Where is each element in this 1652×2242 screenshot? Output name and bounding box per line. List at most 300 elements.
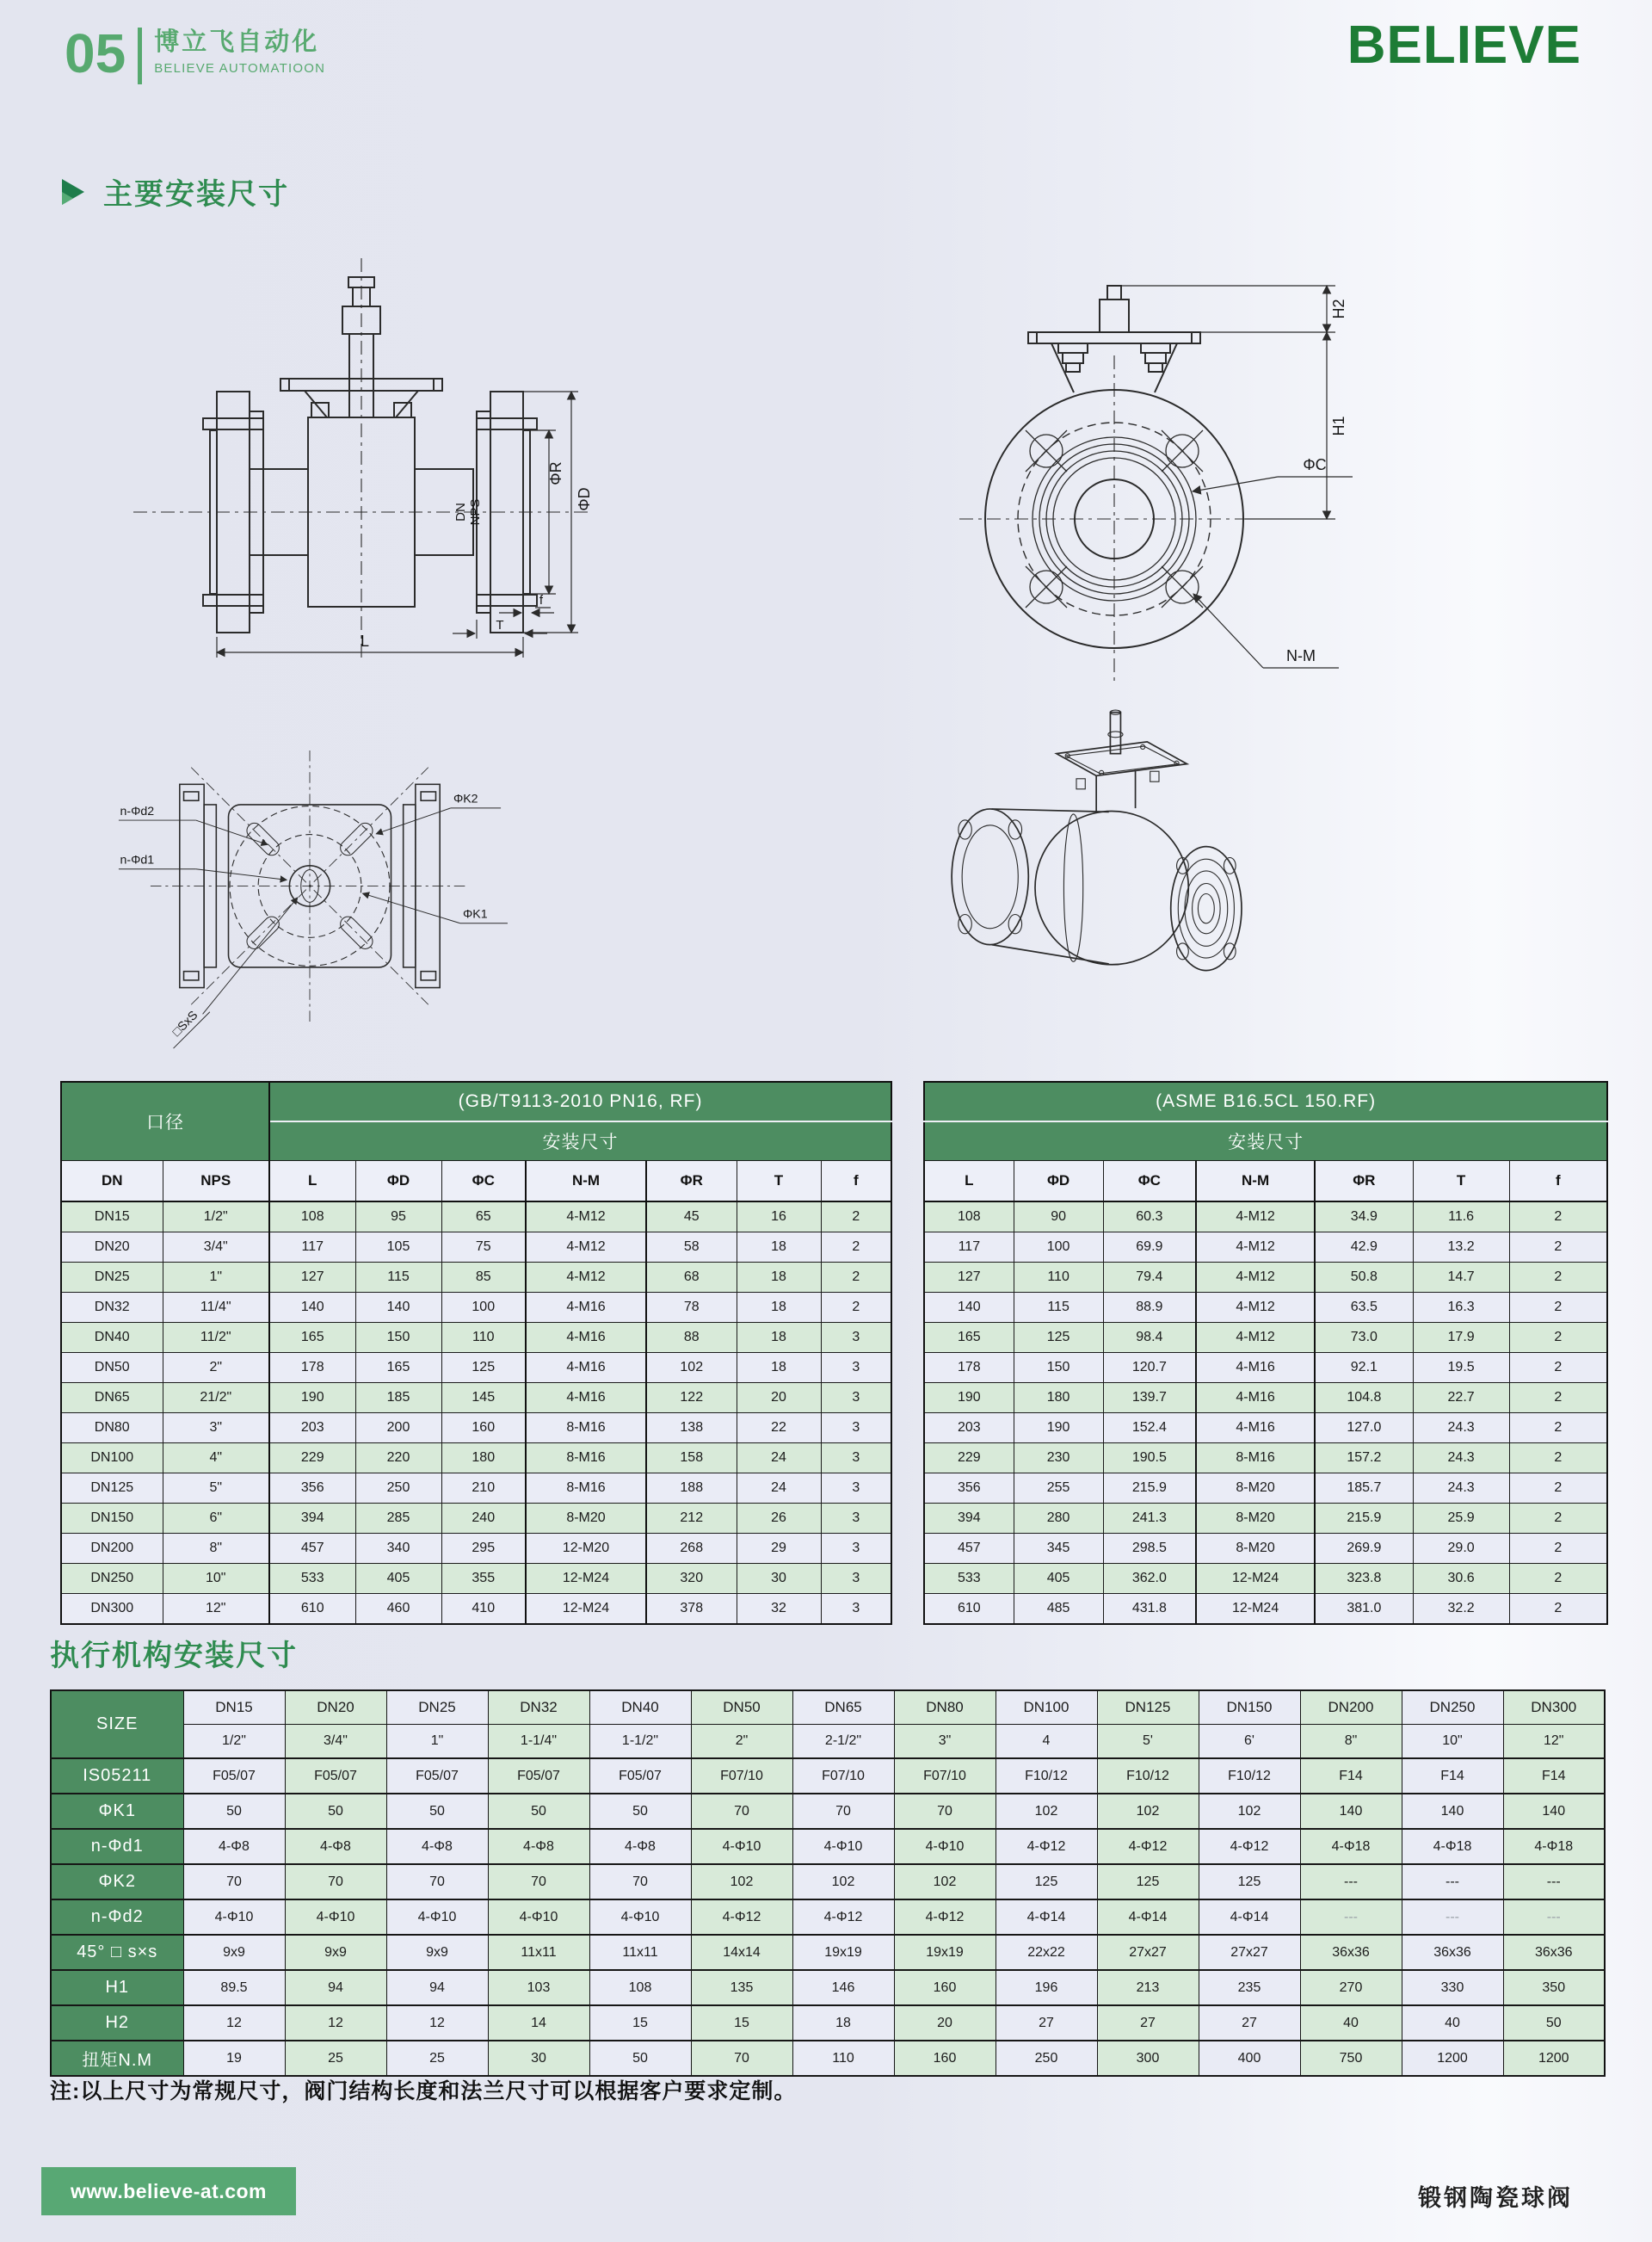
asme-dim-row [924,1232,1607,1263]
actuator-value-cell: --- [1503,1864,1605,1899]
asme-dim-row [924,1383,1607,1413]
dim-cell: DN40 [61,1323,163,1353]
dim-cell: 20 [737,1383,821,1413]
actuator-value-cell: 4-Φ10 [589,1899,691,1935]
dim-cell: 2 [1509,1383,1607,1413]
dim-cell: 145 [441,1383,526,1413]
column-header: L [269,1161,355,1202]
actuator-value-cell: 94 [386,1970,488,2005]
actuator-value-cell: 4-Φ12 [1199,1829,1300,1864]
column-header: T [1413,1161,1509,1202]
actuator-value-cell: F14 [1402,1758,1503,1794]
actuator-value-cell: 30 [488,2041,589,2076]
actuator-value-cell: 140 [1503,1794,1605,1829]
actuator-value-cell: 4-Φ14 [996,1899,1097,1935]
asme-dim-row [924,1443,1607,1473]
actuator-value-cell: F14 [1503,1758,1605,1794]
dim-cell: DN32 [61,1293,163,1323]
dim-cell: 410 [441,1594,526,1625]
actuator-value-cell: F14 [1300,1758,1402,1794]
dim-cell: 60.3 [1103,1201,1196,1232]
dim-cell: 125 [1014,1323,1103,1353]
actuator-value-cell: 140 [1402,1794,1503,1829]
dim-cell: 8" [163,1534,269,1564]
dim-cell: 3 [821,1413,891,1443]
dim-cell: 2 [821,1293,891,1323]
actuator-value-cell: 70 [691,1794,792,1829]
dim-label-phiD: ΦD [576,487,593,511]
actuator-value-cell: 125 [1097,1864,1199,1899]
actuator-value-cell: 4-Φ18 [1503,1829,1605,1864]
gb-dim-row [61,1504,891,1534]
actuator-value-cell: 250 [996,2041,1097,2076]
dim-cell: 25.9 [1413,1504,1509,1534]
dim-cell: 8-M16 [526,1473,646,1504]
actuator-value-cell: 4-Φ10 [792,1829,894,1864]
actuator-value-cell: 4-Φ12 [792,1899,894,1935]
actuator-inch-cell: 4 [996,1725,1097,1759]
dim-cell: 34.9 [1315,1201,1413,1232]
actuator-value-cell: 22x22 [996,1935,1097,1970]
dim-cell: 10" [163,1564,269,1594]
dim-cell: 356 [269,1473,355,1504]
gb-install-header: 安装尺寸 [269,1121,891,1161]
dim-cell: 4-M12 [1196,1232,1315,1263]
actuator-value-cell: 4-Φ18 [1300,1829,1402,1864]
dim-cell: 12-M24 [1196,1594,1315,1625]
dim-cell: DN200 [61,1534,163,1564]
asme-dimension-table [923,1081,1608,1625]
page-number: 05 [65,22,126,84]
isometric-view-drawing [891,689,1304,1058]
dim-cell: 4" [163,1443,269,1473]
dim-cell: 431.8 [1103,1594,1196,1625]
dim-cell: 100 [1014,1232,1103,1263]
dim-label-H2: H2 [1330,299,1347,319]
dim-cell: 11.6 [1413,1201,1509,1232]
column-header: f [821,1161,891,1202]
dim-cell: 32.2 [1413,1594,1509,1625]
dim-cell: 4-M12 [1196,1323,1315,1353]
dim-cell: 533 [924,1564,1014,1594]
dim-cell: 533 [269,1564,355,1594]
actuator-value-cell: 103 [488,1970,589,2005]
actuator-dn-cell: DN300 [1503,1690,1605,1725]
dim-cell: DN25 [61,1263,163,1293]
actuator-table [50,1689,1606,2077]
dim-cell: 295 [441,1534,526,1564]
dim-cell: 2 [821,1201,891,1232]
dim-cell: 210 [441,1473,526,1504]
dim-cell: 457 [269,1534,355,1564]
dim-cell: 22.7 [1413,1383,1509,1413]
gb-dim-row [61,1323,891,1353]
dim-cell: 323.8 [1315,1564,1413,1594]
actuator-value-cell: 102 [691,1864,792,1899]
dim-cell: 203 [269,1413,355,1443]
asme-dim-row [924,1473,1607,1504]
dim-cell: 140 [269,1293,355,1323]
dim-cell: 19.5 [1413,1353,1509,1383]
dim-cell: 152.4 [1103,1413,1196,1443]
actuator-value-cell: F05/07 [488,1758,589,1794]
dim-cell: 4-M12 [1196,1201,1315,1232]
actuator-row-label: H2 [51,2005,183,2041]
dim-cell: DN80 [61,1413,163,1443]
dim-cell: 2 [1509,1443,1607,1473]
dim-cell: 394 [924,1504,1014,1534]
actuator-value-cell: 4-Φ10 [894,1829,996,1864]
actuator-dn-cell: DN15 [183,1690,285,1725]
actuator-value-cell: F07/10 [792,1758,894,1794]
dim-cell: 381.0 [1315,1594,1413,1625]
footnote: 注:以上尺寸为常规尺寸，阀门结构长度和法兰尺寸可以根据客户要求定制。 [50,2079,797,2103]
actuator-value-cell: F10/12 [1097,1758,1199,1794]
dim-cell: 22 [737,1413,821,1443]
dim-cell: 3 [821,1383,891,1413]
gb-dim-row [61,1473,891,1504]
actuator-inch-cell: 2" [691,1725,792,1759]
actuator-value-cell: 70 [488,1864,589,1899]
actuator-value-cell: F10/12 [996,1758,1097,1794]
column-header: ΦC [441,1161,526,1202]
actuator-row-label: n-Φd2 [51,1899,183,1935]
dim-cell: 3" [163,1413,269,1443]
dim-cell: 215.9 [1315,1504,1413,1534]
actuator-value-cell: 213 [1097,1970,1199,2005]
dim-cell: 165 [269,1323,355,1353]
dim-cell: 4-M12 [526,1201,646,1232]
dim-cell: 120.7 [1103,1353,1196,1383]
dim-cell: 32 [737,1594,821,1625]
dim-cell: 8-M20 [526,1504,646,1534]
dim-cell: 92.1 [1315,1353,1413,1383]
actuator-dn-row [51,1690,1605,1725]
dim-cell: 73.0 [1315,1323,1413,1353]
dim-cell: 3 [821,1564,891,1594]
dim-cell: DN125 [61,1473,163,1504]
actuator-value-cell: F07/10 [894,1758,996,1794]
actuator-value-cell: 27 [996,2005,1097,2041]
actuator-value-cell: 27x27 [1199,1935,1300,1970]
dim-cell: 485 [1014,1594,1103,1625]
dim-cell: 2 [1509,1353,1607,1383]
dim-cell: 4-M16 [1196,1353,1315,1383]
actuator-value-cell: 4-Φ12 [1097,1829,1199,1864]
dim-cell: 405 [1014,1564,1103,1594]
dim-cell: 4-M12 [1196,1263,1315,1293]
actuator-value-cell: 146 [792,1970,894,2005]
actuator-inch-cell: 2-1/2" [792,1725,894,1759]
dim-cell: 29 [737,1534,821,1564]
actuator-value-cell: 125 [1199,1864,1300,1899]
actuator-dn-cell: DN65 [792,1690,894,1725]
dim-cell: 610 [269,1594,355,1625]
actuator-inch-cell: 1-1/4" [488,1725,589,1759]
dim-cell: 2 [1509,1293,1607,1323]
dim-cell: 3 [821,1323,891,1353]
dim-cell: 2 [1509,1534,1607,1564]
asme-dim-row [924,1263,1607,1293]
actuator-row-label: ΦK2 [51,1864,183,1899]
dim-cell: 355 [441,1564,526,1594]
dim-cell: 4-M16 [526,1353,646,1383]
gb-column-headers [61,1161,891,1202]
dim-cell: 178 [924,1353,1014,1383]
dim-cell: 108 [924,1201,1014,1232]
dim-cell: 2" [163,1353,269,1383]
dim-cell: 100 [441,1293,526,1323]
column-header: N-M [1196,1161,1315,1202]
actuator-spec-row [51,1935,1605,1970]
actuator-value-cell: 4-Φ8 [285,1829,386,1864]
actuator-dn-cell: DN100 [996,1690,1097,1725]
actuator-value-cell: 102 [996,1794,1097,1829]
dim-cell: 212 [646,1504,737,1534]
dim-cell: 12-M24 [526,1564,646,1594]
dim-cell: 127 [269,1263,355,1293]
dim-cell: 85 [441,1263,526,1293]
dim-cell: 405 [355,1564,441,1594]
dim-label-f: f [539,593,544,608]
dim-cell: 3/4" [163,1232,269,1263]
gb-dimension-table [60,1081,892,1625]
dim-cell: 356 [924,1473,1014,1504]
actuator-value-cell: 1200 [1402,2041,1503,2076]
column-header: DN [61,1161,163,1202]
actuator-value-cell: 4-Φ14 [1097,1899,1199,1935]
dim-cell: 30.6 [1413,1564,1509,1594]
dim-label-H1: H1 [1330,416,1347,436]
actuator-value-cell: 4-Φ8 [589,1829,691,1864]
dim-cell: 108 [269,1201,355,1232]
actuator-dn-cell: DN20 [285,1690,386,1725]
column-header: N-M [526,1161,646,1202]
dim-cell: 229 [924,1443,1014,1473]
actuator-inch-cell: 1" [386,1725,488,1759]
actuator-value-cell: 4-Φ10 [285,1899,386,1935]
dimension-tables [60,1081,1605,1625]
actuator-inch-cell: 1-1/2" [589,1725,691,1759]
actuator-inch-cell: 3" [894,1725,996,1759]
triangle-bullet-icon [62,179,84,205]
actuator-value-cell: 108 [589,1970,691,2005]
dim-cell: 24 [737,1473,821,1504]
dim-cell: 165 [355,1353,441,1383]
label-phiK1: ΦK1 [462,907,488,922]
dim-cell: 18 [737,1323,821,1353]
actuator-inch-cell: 5' [1097,1725,1199,1759]
dim-right-body [924,1201,1607,1624]
dim-cell: 30 [737,1564,821,1594]
dim-label-T: T [496,618,504,633]
actuator-dn-cell: DN32 [488,1690,589,1725]
dim-cell: 298.5 [1103,1534,1196,1564]
dim-cell: 12" [163,1594,269,1625]
column-header: L [924,1161,1014,1202]
actuator-value-cell: 9x9 [285,1935,386,1970]
dim-cell: 88 [646,1323,737,1353]
dim-cell: 2 [1509,1413,1607,1443]
actuator-dn-cell: DN200 [1300,1690,1402,1725]
column-header: f [1509,1161,1607,1202]
actuator-value-cell: 11x11 [589,1935,691,1970]
actuator-dn-cell: DN250 [1402,1690,1503,1725]
bottom-view-drawing [86,693,533,1072]
actuator-value-cell: 94 [285,1970,386,2005]
actuator-value-cell: 4-Φ8 [386,1829,488,1864]
footer-url-box [41,2167,296,2215]
actuator-dn-cell: DN25 [386,1690,488,1725]
actuator-dn-cell: DN80 [894,1690,996,1725]
dim-cell: 110 [1014,1263,1103,1293]
actuator-value-cell: 20 [894,2005,996,2041]
dim-cell: 127 [924,1263,1014,1293]
actuator-value-cell: 4-Φ10 [183,1899,285,1935]
actuator-value-cell: 70 [589,1864,691,1899]
dim-cell: 4-M16 [526,1323,646,1353]
dim-cell: 12-M24 [526,1594,646,1625]
dim-cell: DN100 [61,1443,163,1473]
actuator-value-cell: 4-Φ12 [691,1899,792,1935]
actuator-value-cell: 40 [1402,2005,1503,2041]
label-phiK2: ΦK2 [453,792,478,806]
dim-cell: 178 [269,1353,355,1383]
asme-dim-row [924,1564,1607,1594]
dim-cell: 26 [737,1504,821,1534]
dim-cell: 11/2" [163,1323,269,1353]
company-name-cn: 博立飞自动化 [154,28,320,56]
actuator-row-label: IS05211 [51,1758,183,1794]
actuator-row-label: 扭矩N.M [51,2041,183,2076]
gb-dim-row [61,1594,891,1625]
actuator-value-cell: --- [1402,1899,1503,1935]
actuator-inch-row [51,1725,1605,1759]
actuator-spec-row [51,2005,1605,2041]
dim-cell: 1" [163,1263,269,1293]
dim-cell: 12-M24 [1196,1564,1315,1594]
actuator-value-cell: 4-Φ10 [488,1899,589,1935]
actuator-dn-cell: DN40 [589,1690,691,1725]
actuator-table-body [51,1690,1605,2076]
actuator-inch-cell: 1/2" [183,1725,285,1759]
dim-cell: 3 [821,1534,891,1564]
dim-cell: 8-M16 [1196,1443,1315,1473]
gb-dim-row [61,1293,891,1323]
actuator-value-cell: --- [1402,1864,1503,1899]
dim-cell: 105 [355,1232,441,1263]
dim-cell: 457 [924,1534,1014,1564]
actuator-inch-cell: 3/4" [285,1725,386,1759]
actuator-value-cell: 19 [183,2041,285,2076]
dim-cell: 2 [1509,1323,1607,1353]
dim-cell: 122 [646,1383,737,1413]
dim-cell: 68 [646,1263,737,1293]
actuator-value-cell: 36x36 [1402,1935,1503,1970]
dim-cell: 241.3 [1103,1504,1196,1534]
dim-cell: 75 [441,1232,526,1263]
actuator-value-cell: 19x19 [894,1935,996,1970]
actuator-value-cell: 70 [691,2041,792,2076]
actuator-value-cell: 9x9 [386,1935,488,1970]
dim-cell: 117 [269,1232,355,1263]
dim-cell: 14.7 [1413,1263,1509,1293]
actuator-value-cell: 235 [1199,1970,1300,2005]
actuator-row-label: ΦK1 [51,1794,183,1829]
actuator-value-cell: 50 [183,1794,285,1829]
dim-cell: 8-M16 [526,1413,646,1443]
asme-dim-row [924,1504,1607,1534]
actuator-value-cell: 330 [1402,1970,1503,2005]
dim-cell: 95 [355,1201,441,1232]
dim-cell: 190.5 [1103,1443,1196,1473]
dim-cell: 285 [355,1504,441,1534]
actuator-value-cell: 9x9 [183,1935,285,1970]
dim-cell: 2 [1509,1263,1607,1293]
actuator-value-cell: F05/07 [285,1758,386,1794]
actuator-value-cell: 27 [1097,2005,1199,2041]
dim-cell: 8-M16 [526,1443,646,1473]
main-section-title [62,170,289,213]
actuator-value-cell: --- [1300,1864,1402,1899]
dim-cell: 110 [441,1323,526,1353]
actuator-value-cell: F05/07 [386,1758,488,1794]
dim-cell: 190 [269,1383,355,1413]
dim-cell: 8-M20 [1196,1534,1315,1564]
actuator-value-cell: 25 [386,2041,488,2076]
column-header: NPS [163,1161,269,1202]
actuator-value-cell: 4-Φ10 [386,1899,488,1935]
actuator-value-cell: 160 [894,1970,996,2005]
actuator-row-label: n-Φd1 [51,1829,183,1864]
dim-cell: 230 [1014,1443,1103,1473]
actuator-spec-row [51,1899,1605,1935]
actuator-value-cell: 135 [691,1970,792,2005]
dim-cell: 79.4 [1103,1263,1196,1293]
actuator-value-cell: 25 [285,2041,386,2076]
actuator-value-cell: 4-Φ8 [488,1829,589,1864]
dim-cell: 58 [646,1232,737,1263]
side-view-drawing [895,213,1359,695]
dim-cell: 127.0 [1315,1413,1413,1443]
gb-dim-row [61,1201,891,1232]
dim-cell: 69.9 [1103,1232,1196,1263]
dim-cell: 8-M20 [1196,1473,1315,1504]
dim-cell: 16 [737,1201,821,1232]
actuator-value-cell: 750 [1300,2041,1402,2076]
asme-install-header: 安装尺寸 [924,1121,1607,1161]
dim-cell: 18 [737,1293,821,1323]
dim-cell: 190 [1014,1413,1103,1443]
dim-cell: 185 [355,1383,441,1413]
header-divider [138,28,142,84]
dim-cell: DN150 [61,1504,163,1534]
front-view-drawing [120,215,620,671]
gb-standard-header: (GB/T9113-2010 PN16, RF) [269,1082,891,1121]
dim-cell: 90 [1014,1201,1103,1232]
dim-cell: 157.2 [1315,1443,1413,1473]
dim-cell: 18 [737,1263,821,1293]
dim-cell: 378 [646,1594,737,1625]
actuator-value-cell: 110 [792,2041,894,2076]
dim-label-nps: NPS [468,498,483,526]
gb-dim-row [61,1534,891,1564]
dim-cell: 1/2" [163,1201,269,1232]
actuator-value-cell: 36x36 [1300,1935,1402,1970]
dim-cell: 180 [441,1443,526,1473]
actuator-spec-row [51,1970,1605,2005]
dim-cell: 4-M16 [1196,1383,1315,1413]
